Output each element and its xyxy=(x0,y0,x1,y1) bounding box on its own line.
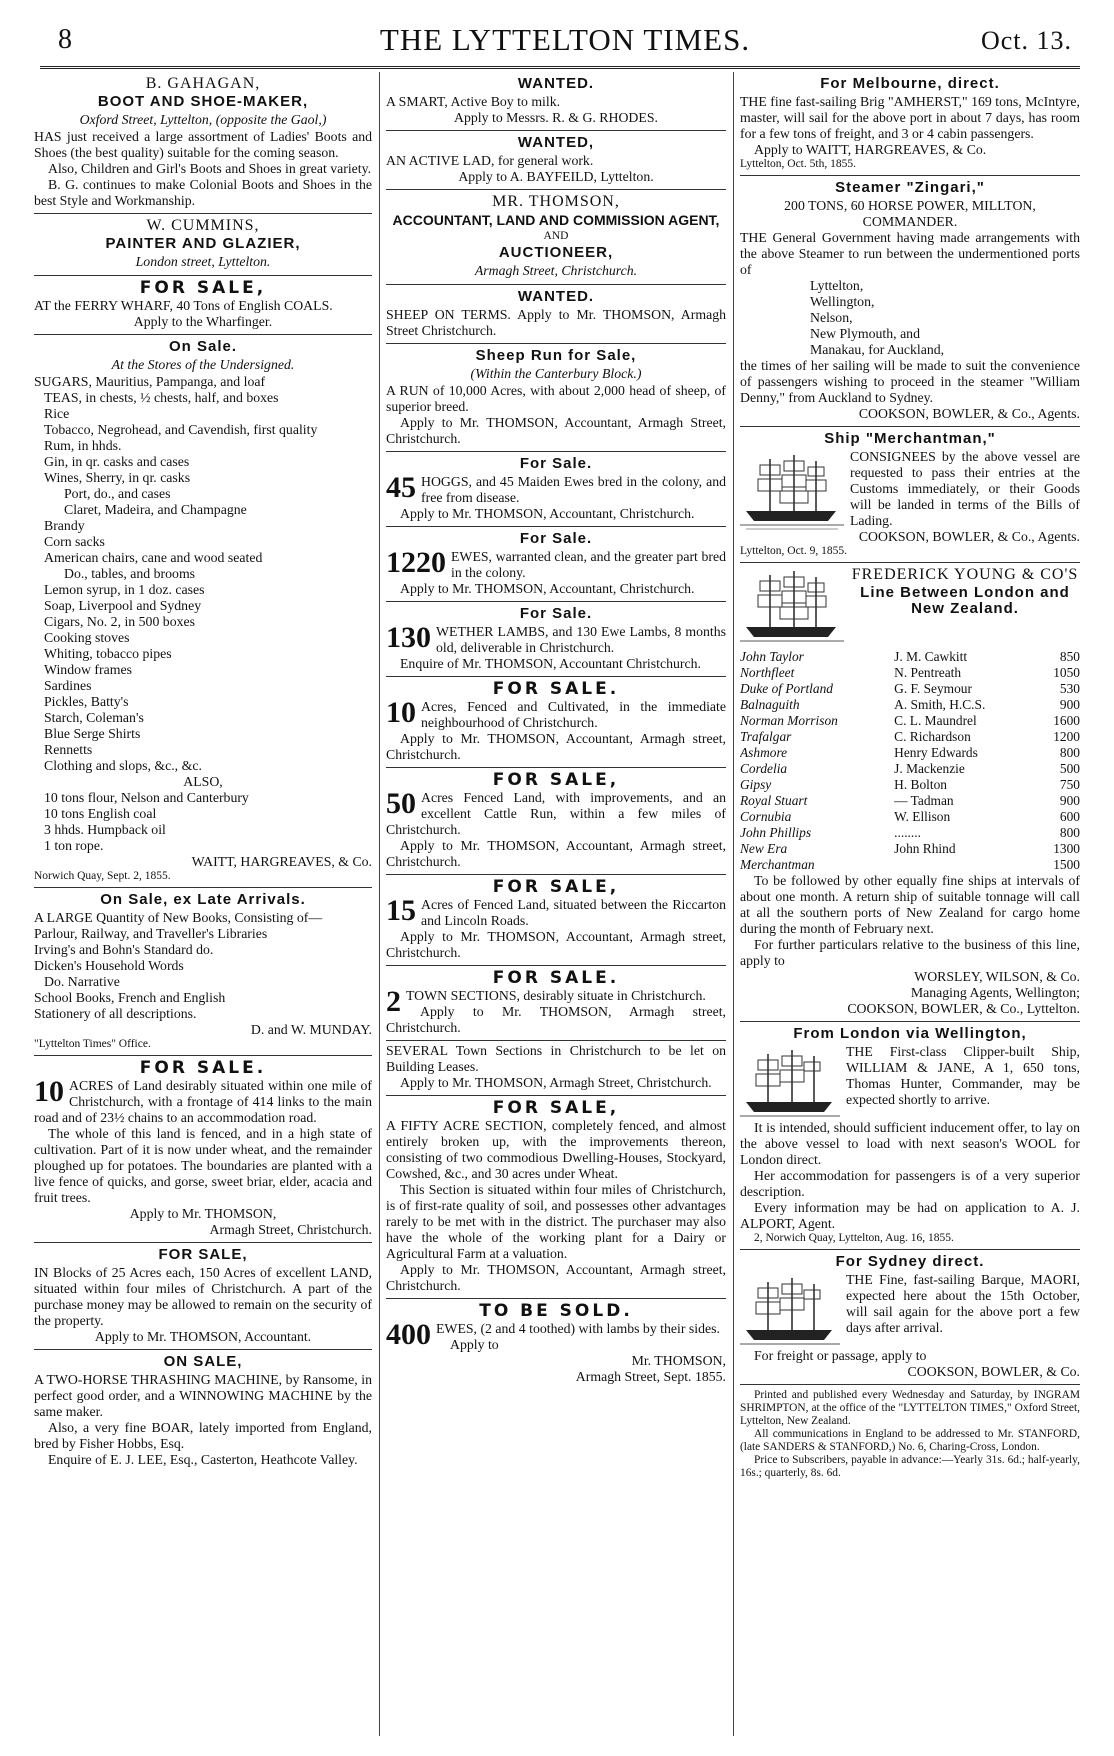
list-item: Dicken's Household Words xyxy=(34,958,184,973)
fleet-ship-name: Cordelia xyxy=(740,761,788,776)
ad-figure: 1220 xyxy=(386,546,446,579)
fleet-tons: 900 xyxy=(1059,697,1080,712)
fleet-row xyxy=(740,777,1080,793)
ad-ferry-wharf xyxy=(34,276,372,335)
ad-town-sections xyxy=(386,966,726,1041)
ad-fifty-acre-section xyxy=(386,1096,726,1299)
ad-body: To be followed by other equally fine ships at intervals of about one month. A return ship of suitable tonnage will call at all the southern ports of New Zealand for cargo home during the month of February next. xyxy=(740,873,1080,936)
fleet-tons: 600 xyxy=(1059,809,1080,824)
imprint-text: Printed and published every Wednesday and Saturday, by INGRAM SHRIMPTON, at the office of the "LYTTELTON TIMES," Oxford Street, Lyttelton, New Zealand. xyxy=(740,1389,1080,1427)
ad-hoggs xyxy=(386,452,726,527)
fleet-row xyxy=(740,713,1080,729)
ad-body: SHEEP ON TERMS. Apply to Mr. THOMSON, Armagh Street Christchurch. xyxy=(386,307,726,338)
list-item: Sardines xyxy=(44,678,92,693)
ad-william-jane xyxy=(740,1022,1080,1250)
ad-heading: WANTED, xyxy=(517,134,595,151)
ad-contact: Apply to Mr. THOMSON, Accountant, Armagh street, Christchurch. xyxy=(386,731,726,762)
ship-illustration xyxy=(740,1274,840,1348)
ad-contact: Apply to Mr. THOMSON, Accountant, Christchurch. xyxy=(400,581,695,596)
ad-signature: Mr. THOMSON, xyxy=(631,1353,726,1368)
fleet-tons: 1500 xyxy=(1053,857,1080,872)
fleet-master: Henry Edwards xyxy=(894,745,978,760)
ad-heading: FOR SALE, xyxy=(492,1098,620,1118)
list-item: Corn sacks xyxy=(44,534,105,549)
ad-blocks xyxy=(34,1243,372,1350)
ad-address: Armagh Street, Christchurch. xyxy=(474,263,638,278)
ad-heading: FOR SALE. xyxy=(492,968,620,988)
ad-ten-acres-fenced xyxy=(386,677,726,768)
ad-body: SEVERAL Town Sections in Christchurch to be let on Building Leases. xyxy=(386,1043,726,1074)
ad-heading: TO BE SOLD. xyxy=(479,1301,633,1321)
ad-heading: For Sale. xyxy=(519,605,593,622)
ad-contact: Apply to Mr. THOMSON, Accountant, Armagh street, Christchurch. xyxy=(386,929,726,960)
ad-contact: Apply to Mr. THOMSON, xyxy=(129,1206,277,1221)
list-item: School Books, French and English xyxy=(34,990,226,1005)
fleet-row xyxy=(740,841,1080,857)
ad-figure: 15 xyxy=(386,894,416,927)
ad-signature: D. and W. MUNDAY. xyxy=(250,1022,372,1037)
ad-dateline: 2, Norwich Quay, Lyttelton, Aug. 16, 1855. xyxy=(754,1232,954,1244)
ad-contact: Apply to Mr. THOMSON, Accountant, Armagh street, Christchurch. xyxy=(386,838,726,869)
ad-contact: Apply to Mr. THOMSON, Accountant, Christchurch. xyxy=(400,506,695,521)
fleet-ship-name: Balnaguith xyxy=(740,697,800,712)
ad-body: THE Fine, fast-sailing Barque, MAORI, expected here about the 15th October, will sail again for the above port a few days after arrival. xyxy=(846,1272,1080,1335)
ad-heading: FOR SALE, xyxy=(492,877,620,897)
ad-dateline: Lyttelton, Oct. 9, 1855. xyxy=(740,545,848,557)
newspaper-title: THE LYTTELTON TIMES. xyxy=(379,22,751,57)
fleet-row xyxy=(740,697,1080,713)
ad-thrashing-machine xyxy=(34,1350,372,1468)
fleet-row xyxy=(740,665,1080,681)
ad-body: TOWN SECTIONS, desirably situate in Christchurch. xyxy=(406,988,706,1003)
ad-subheading: Line Between London and New Zealand. xyxy=(860,584,1070,617)
ad-body: Also, a very fine BOAR, lately imported from England, bred by Fisher Hobbs, Esq. xyxy=(34,1420,372,1451)
ad-sydney xyxy=(740,1250,1080,1385)
ad-subheading: PAINTER AND GLAZIER, xyxy=(105,235,301,252)
ad-signature: Managing Agents, Wellington; xyxy=(910,985,1080,1000)
fleet-row xyxy=(740,729,1080,745)
fleet-master xyxy=(894,857,1038,873)
fleet-ship-name: John Taylor xyxy=(740,649,804,664)
list-item: Stationery of all descriptions. xyxy=(34,1006,197,1021)
list-item: 10 tons flour, Nelson and Canterbury xyxy=(44,790,249,805)
fleet-master: J. Mackenzie xyxy=(894,761,965,776)
list-item: 3 hhds. Humpback oil xyxy=(44,822,166,837)
list-item: Clothing and slops, &c., &c. xyxy=(44,758,202,773)
fleet-row xyxy=(740,825,1080,841)
list-item: SUGARS, Mauritius, Pampanga, and loaf xyxy=(34,374,266,389)
list-item: American chairs, cane and wood seated xyxy=(44,550,263,565)
list-item: Soap, Liverpool and Sydney xyxy=(44,598,202,613)
ad-subheading: BOOT AND SHOE-MAKER, xyxy=(97,93,309,110)
goods-list xyxy=(34,374,372,774)
list-item: Lemon syrup, in 1 doz. cases xyxy=(44,582,205,597)
column-divider xyxy=(733,72,734,1736)
fleet-ship-name: New Era xyxy=(740,841,788,856)
ad-figure: 50 xyxy=(386,787,416,820)
ad-heading: WANTED. xyxy=(517,288,595,305)
ad-figure: 10 xyxy=(34,1075,64,1108)
ad-subheading: ACCOUNTANT, LAND AND COMMISSION AGENT, xyxy=(392,212,720,228)
ad-heading: FOR SALE, xyxy=(158,1246,248,1263)
ad-wanted-boy xyxy=(386,72,726,131)
list-item: Brandy xyxy=(44,518,85,533)
ad-subheading: At the Stores of the Undersigned. xyxy=(111,357,295,372)
list-item: Wines, Sherry, in qr. casks xyxy=(44,470,191,485)
list-item: Wellington, xyxy=(810,294,875,309)
ad-subheading: AUCTIONEER, xyxy=(498,244,614,261)
ad-contact: Apply to xyxy=(450,1337,499,1352)
ad-heading: For Sydney direct. xyxy=(835,1253,985,1270)
ad-heading: From London via Wellington, xyxy=(793,1025,1027,1042)
ad-wether-lambs xyxy=(386,602,726,677)
ad-contact: Apply to Mr. THOMSON, Armagh street, Christchurch. xyxy=(386,1004,726,1035)
ad-body: Also, Children and Girl's Boots and Shoes in great variety. xyxy=(48,161,372,176)
fleet-table xyxy=(740,649,1080,873)
ad-heading: For Sale. xyxy=(519,455,593,472)
fleet-row xyxy=(740,809,1080,825)
ad-body: AT the FERRY WHARF, 40 Tons of English COALS. xyxy=(34,298,333,313)
fleet-tons: 800 xyxy=(1059,825,1080,840)
list-item: Gin, in qr. casks and cases xyxy=(44,454,190,469)
fleet-row xyxy=(740,649,1080,665)
ad-body: For freight or passage, apply to xyxy=(754,1348,927,1363)
ad-heading: On Sale, ex Late Arrivals. xyxy=(100,891,306,908)
fleet-tons: 800 xyxy=(1059,745,1080,760)
ad-subheading: 200 TONS, 60 HORSE POWER, MILLTON, COMMANDER. xyxy=(784,198,1036,229)
list-item: Manakau, for Auckland, xyxy=(810,342,945,357)
ad-steamer-zingari xyxy=(740,176,1080,427)
ad-cummins xyxy=(34,214,372,276)
ad-contact: Apply to WAITT, HARGREAVES, & Co. xyxy=(754,142,987,157)
ad-late-arrivals xyxy=(34,888,372,1056)
fleet-ship-name: Ashmore xyxy=(740,745,788,760)
list-item: Claret, Madeira, and Champagne xyxy=(64,502,247,517)
ad-body: Her accommodation for passengers is of a very superior description. xyxy=(740,1168,1080,1199)
ad-heading: B. GAHAGAN, xyxy=(145,75,261,92)
list-item: Rennetts xyxy=(44,742,93,757)
ship-illustration xyxy=(740,567,844,647)
fleet-tons: 1300 xyxy=(1053,841,1080,856)
ad-ten-acres xyxy=(34,1056,372,1243)
ad-body: It is intended, should sufficient inducement offer, to lay on the above vessel to load with next season's WOOL for London direct. xyxy=(740,1120,1080,1167)
fleet-row xyxy=(740,857,1080,873)
books-list xyxy=(34,926,372,1022)
ad-body: HOGGS, and 45 Maiden Ewes bred in the colony, and free from disease. xyxy=(421,474,726,505)
ad-body: ACRES of Land desirably situated within one mile of Christchurch, with a frontage of 414 links to the main road and of 23½ chains to an accommodation road. xyxy=(34,1078,372,1125)
imprint xyxy=(740,1385,1080,1480)
ad-heading: For Sale. xyxy=(519,530,593,547)
list-item: Rum, in hhds. xyxy=(44,438,122,453)
list-item: Do., tables, and brooms xyxy=(64,566,196,581)
ad-address: London street, Lyttelton. xyxy=(135,254,271,269)
ad-body: Acres Fenced Land, with improvements, and an excellent Cattle Run, within a few miles of Christchurch. xyxy=(386,790,726,837)
list-item: Port, do., and cases xyxy=(64,486,171,501)
ad-body: AN ACTIVE LAD, for general work. xyxy=(386,153,594,168)
ad-body: B. G. continues to make Colonial Boots and Shoes in the best Style and Workmanship. xyxy=(34,177,372,208)
ad-body: WETHER LAMBS, and 130 Ewe Lambs, 8 months old, deliverable in Christchurch. xyxy=(436,624,726,655)
ad-heading: On Sale. xyxy=(168,338,238,355)
ad-body: IN Blocks of 25 Acres each, 150 Acres of excellent LAND, situated within four miles of Christchurch. A part of the purchase money may be allowed to remain on the security of the property. xyxy=(34,1265,372,1328)
ad-figure: 400 xyxy=(386,1318,431,1351)
ad-heading: FOR SALE. xyxy=(492,679,620,699)
ad-gahagan xyxy=(34,72,372,214)
ad-sheep-run xyxy=(386,344,726,452)
ad-contact: Apply to Mr. THOMSON, Accountant, Armagh Street, Christchurch. xyxy=(386,415,726,446)
column-1 xyxy=(34,72,372,1736)
list-item: New Plymouth, and xyxy=(810,326,920,341)
ad-address: Armagh Street, Sept. 1855. xyxy=(575,1369,726,1384)
ship-illustration xyxy=(740,451,844,531)
ad-body: Acres of Fenced Land, situated between the Riccarton and Lincoln Roads. xyxy=(421,897,726,928)
ad-address: Oxford Street, Lyttelton, (opposite the Gaol,) xyxy=(79,112,327,127)
column-divider xyxy=(379,72,380,1736)
ad-heading: FOR SALE, xyxy=(139,278,267,298)
ad-subheading: AND xyxy=(543,230,569,242)
ad-heading: FOR SALE, xyxy=(492,770,620,790)
ad-melbourne xyxy=(740,72,1080,176)
fleet-ship-name: Northfleet xyxy=(740,665,795,680)
ad-heading: WANTED. xyxy=(517,75,595,92)
ad-body: the times of her sailing will be made to suit the convenience of passengers wishing to proceed in the steamer "William Denny," from Auckland to Sydney. xyxy=(740,358,1080,405)
list-item: Tobacco, Negrohead, and Cavendish, first quality xyxy=(44,422,318,437)
fleet-tons: 900 xyxy=(1059,793,1080,808)
list-item: Nelson, xyxy=(810,310,853,325)
ad-contact: Apply to Mr. THOMSON, Accountant, Armagh street, Christchurch. xyxy=(386,1262,726,1293)
ad-thomson-card xyxy=(386,190,726,285)
ad-wanted-lad xyxy=(386,131,726,190)
list-item: Cooking stoves xyxy=(44,630,130,645)
ad-body: A RUN of 10,000 Acres, with about 2,000 head of sheep, of superior breed. xyxy=(386,383,726,414)
fleet-tons: 850 xyxy=(1059,649,1080,664)
ad-body: THE General Government having made arrangements with the above Steamer to run between the undermentioned ports of xyxy=(740,230,1080,277)
column-2 xyxy=(386,72,726,1736)
ad-heading: Ship "Merchantman," xyxy=(824,430,996,447)
fleet-tons: 530 xyxy=(1059,681,1080,696)
fleet-master: H. Bolton xyxy=(894,777,947,792)
list-item: TEAS, in chests, ½ chests, half, and boxes xyxy=(44,390,279,405)
ad-heading: W. CUMMINS, xyxy=(146,217,260,234)
fleet-row xyxy=(740,681,1080,697)
ad-subheading: ALSO, xyxy=(183,774,223,789)
ad-figure: 45 xyxy=(386,471,416,504)
ad-signature: COOKSON, BOWLER, & Co., Lyttelton. xyxy=(847,1001,1080,1016)
ad-heading: FOR SALE. xyxy=(139,1058,267,1078)
ad-contact: Apply to Messrs. R. & G. RHODES. xyxy=(454,110,658,125)
fleet-ship-name: Norman Morrison xyxy=(740,713,838,728)
ad-body: A TWO-HORSE THRASHING MACHINE, by Ransome, in perfect good order, and a WINNOWING MACHINE by the same maker. xyxy=(34,1372,372,1419)
masthead-rule xyxy=(40,66,1080,69)
fleet-tons: 1050 xyxy=(1053,665,1080,680)
fleet-ship-name: Merchantman xyxy=(740,857,815,872)
ad-frederick-young xyxy=(740,563,1080,1022)
list-item: Cigars, No. 2, in 500 boxes xyxy=(44,614,195,629)
ad-body: This Section is situated within four miles of Christchurch, is of first-rate quality of soil, and possesses other advantages rarely to be met with in the district. The purchaser may also have the whole of the working plant for a Dairy or Agricultural Farm at a valuation. xyxy=(386,1182,726,1261)
ad-ewes xyxy=(386,527,726,602)
fleet-master: — Tadman xyxy=(894,793,954,808)
ad-contact: Apply to Mr. THOMSON, Accountant. xyxy=(94,1329,312,1344)
ad-merchantman xyxy=(740,427,1080,563)
fleet-master: G. F. Seymour xyxy=(894,681,972,696)
list-item: 10 tons English coal xyxy=(44,806,157,821)
ad-heading: For Melbourne, direct. xyxy=(820,75,1000,92)
fleet-ship-name: Duke of Portland xyxy=(740,681,833,696)
ad-figure: 2 xyxy=(386,985,401,1018)
imprint-text: Price to Subscribers, payable in advance:—Yearly 31s. 6d.; half-yearly, 16s.; quarterly, 8s. 6d. xyxy=(740,1454,1080,1479)
ad-fifteen-acres xyxy=(386,875,726,966)
ship-illustration xyxy=(740,1046,840,1120)
ad-sheep-terms xyxy=(386,285,726,344)
list-item: 1 ton rope. xyxy=(44,838,104,853)
ad-to-be-sold xyxy=(386,1299,726,1385)
imprint-text: All communications in England to be addressed to Mr. STANFORD, (late SANDERS & STANFORD,) No. 6, Charing-Cross, London. xyxy=(740,1428,1080,1453)
fleet-master: John Rhind xyxy=(894,841,956,856)
ad-body: Acres, Fenced and Cultivated, in the immediate neighbourhood of Christchurch. xyxy=(421,699,726,730)
ad-contact: Enquire of Mr. THOMSON, Accountant Christchurch. xyxy=(400,656,701,671)
list-item: Blue Serge Shirts xyxy=(44,726,141,741)
ad-body: THE fine fast-sailing Brig "AMHERST," 169 tons, McIntyre, master, will sail for the above port in about 7 days, has room for a few tons of freight, and 3 or 4 cabin passengers. xyxy=(740,94,1080,141)
ports-list xyxy=(740,278,1080,358)
fleet-ship-name: John Phillips xyxy=(740,825,812,840)
ad-signature: COOKSON, BOWLER, & Co. xyxy=(907,1364,1080,1379)
list-item: Pickles, Batty's xyxy=(44,694,129,709)
ad-signature: COOKSON, BOWLER, & Co., Agents. xyxy=(858,406,1080,421)
ad-body: Every information may be had on application to A. J. ALPORT, Agent. xyxy=(740,1200,1080,1231)
fleet-tons: 500 xyxy=(1059,761,1080,776)
ad-fifty-acres xyxy=(386,768,726,875)
list-item: Lyttelton, xyxy=(810,278,864,293)
fleet-master: N. Pentreath xyxy=(894,665,962,680)
ad-heading: MR. THOMSON, xyxy=(492,193,620,210)
list-item: Whiting, tobacco pipes xyxy=(44,646,172,661)
fleet-master: ........ xyxy=(894,825,921,840)
list-item: Parlour, Railway, and Traveller's Libraries xyxy=(34,926,268,941)
ad-address: Armagh Street, Christchurch. xyxy=(209,1222,372,1237)
fleet-ship-name: Gipsy xyxy=(740,777,772,792)
fleet-ship-name: Cornubia xyxy=(740,809,792,824)
list-item: Starch, Coleman's xyxy=(44,710,144,725)
fleet-ship-name: Trafalgar xyxy=(740,729,792,744)
column-3 xyxy=(740,72,1080,1736)
ad-heading: Steamer "Zingari," xyxy=(835,179,985,196)
ad-heading: ON SALE, xyxy=(163,1353,243,1370)
fleet-ship-name: Royal Stuart xyxy=(740,793,808,808)
fleet-tons: 1600 xyxy=(1053,713,1080,728)
ad-signature: WAITT, HARGREAVES, & Co. xyxy=(191,854,372,869)
fleet-tons: 750 xyxy=(1059,777,1080,792)
ad-body: THE First-class Clipper-built Ship, WILLIAM & JANE, A 1, 650 tons, Thomas Hunter, Commander, may be expected shortly to arrive. xyxy=(846,1044,1080,1107)
ad-figure: 10 xyxy=(386,696,416,729)
page-number: 8 xyxy=(58,24,72,55)
ad-body: For further particulars relative to the business of this line, apply to xyxy=(740,937,1080,968)
fleet-master: A. Smith, H.C.S. xyxy=(894,697,986,712)
goods-list-also xyxy=(34,790,372,854)
ad-signature: Apply to the Wharfinger. xyxy=(133,314,273,329)
ad-on-sale-stores xyxy=(34,335,372,888)
ad-body: A FIFTY ACRE SECTION, completely fenced, and almost entirely broken up, with the improvements thereon, consisting of two commodious Dwelling-Houses, Stockyard, Cowshed, &c., and 30 acres under Wheat. xyxy=(386,1118,726,1181)
ad-body: The whole of this land is fenced, and in a high state of cultivation. Part of it is now under wheat, and the remainder ploughed up for potatoes. The boundaries are planted with a live fence of quicks, and gorse, sweet briar, elder, acacia and fruit trees. xyxy=(34,1126,372,1205)
fleet-row xyxy=(740,745,1080,761)
fleet-master: C. Richardson xyxy=(894,729,971,744)
ad-building-leases xyxy=(386,1041,726,1096)
list-item: Window frames xyxy=(44,662,132,677)
ad-body: HAS just received a large assortment of Ladies' Boots and Shoes (the best quality) suitable for the coming season. xyxy=(34,129,372,160)
ad-body: EWES, warranted clean, and the greater part bred in the colony. xyxy=(451,549,726,580)
ad-signature: WORSLEY, WILSON, & Co. xyxy=(914,969,1080,984)
ad-figure: 130 xyxy=(386,621,431,654)
ad-body: A SMART, Active Boy to milk. xyxy=(386,94,561,109)
ad-body: A LARGE Quantity of New Books, Consisting of— xyxy=(34,910,323,925)
ad-contact: Apply to A. BAYFEILD, Lyttelton. xyxy=(458,169,654,184)
ad-dateline: Lyttelton, Oct. 5th, 1855. xyxy=(740,158,856,170)
ad-body: EWES, (2 and 4 toothed) with lambs by their sides. xyxy=(436,1321,720,1336)
fleet-tons: 1200 xyxy=(1053,729,1080,744)
list-item: Rice xyxy=(44,406,70,421)
ad-body: Enquire of E. J. LEE, Esq., Casterton, Heathcote Valley. xyxy=(48,1452,358,1467)
ad-heading: Sheep Run for Sale, xyxy=(475,347,637,364)
fleet-row xyxy=(740,761,1080,777)
ad-subheading: (Within the Canterbury Block.) xyxy=(470,366,642,381)
fleet-row xyxy=(740,793,1080,809)
issue-date: Oct. 13. xyxy=(980,26,1072,55)
list-item: Irving's and Bohn's Standard do. xyxy=(34,942,214,957)
ad-signature: COOKSON, BOWLER, & Co., Agents. xyxy=(858,529,1080,544)
fleet-master: C. L. Maundrel xyxy=(894,713,977,728)
ad-dateline: "Lyttelton Times" Office. xyxy=(34,1038,151,1050)
ad-body: CONSIGNEES by the above vessel are requested to pass their entries at the Customs immediately, or their Goods will be landed in terms of the Bills of Lading. xyxy=(850,449,1080,528)
list-item: Do. Narrative xyxy=(44,974,120,989)
masthead xyxy=(58,22,1072,72)
ad-dateline: Norwich Quay, Sept. 2, 1855. xyxy=(34,870,171,882)
fleet-master: J. M. Cawkitt xyxy=(894,649,968,664)
ad-heading: FREDERICK YOUNG & CO'S xyxy=(851,566,1079,583)
ad-contact: Apply to Mr. THOMSON, Armagh Street, Christchurch. xyxy=(400,1075,712,1090)
fleet-master: W. Ellison xyxy=(894,809,951,824)
